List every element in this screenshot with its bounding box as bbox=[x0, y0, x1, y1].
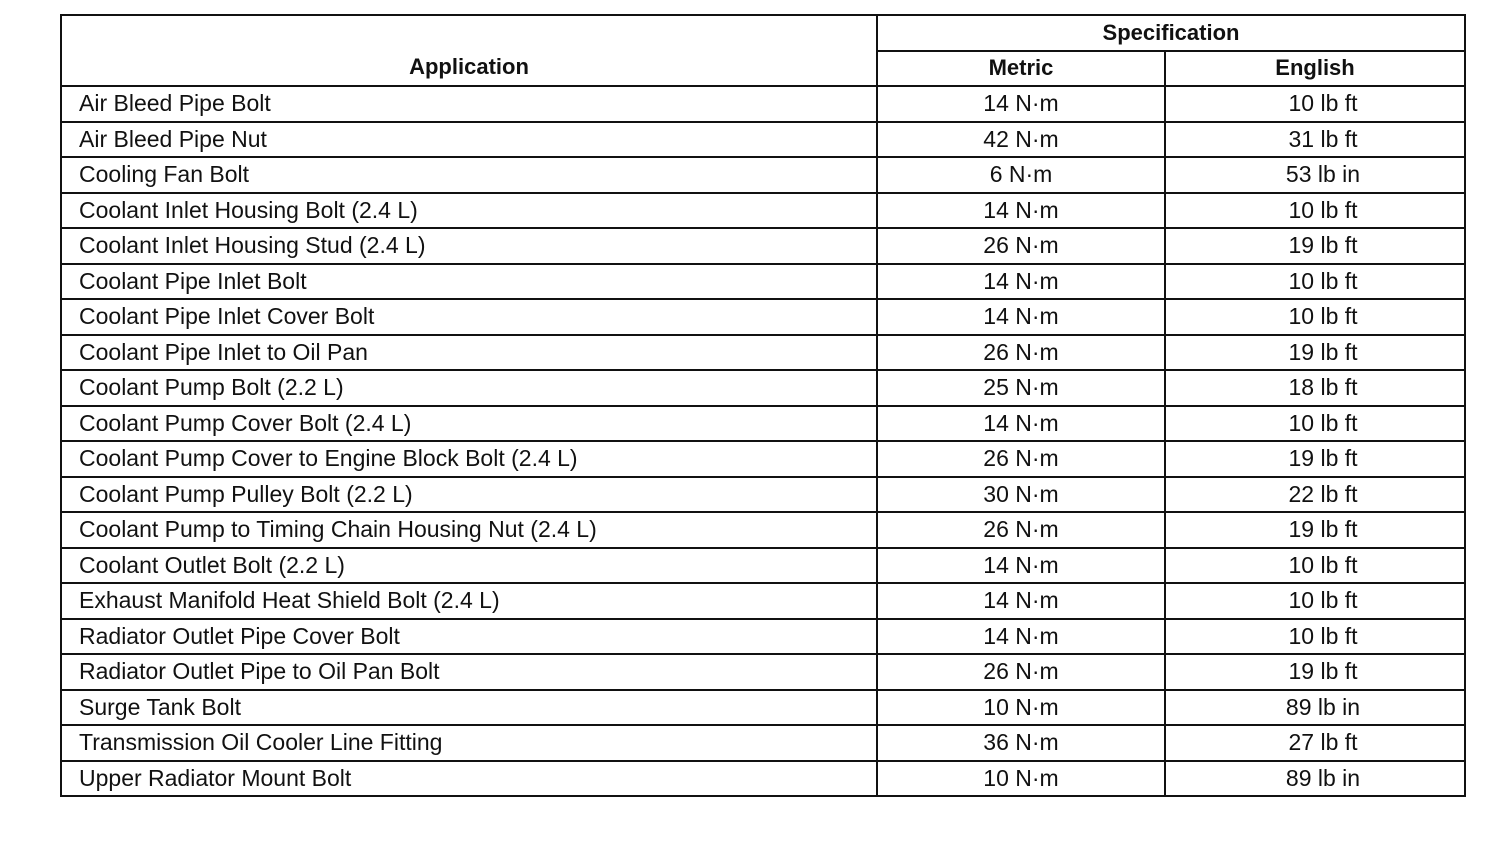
application-cell: Radiator Outlet Pipe Cover Bolt bbox=[61, 619, 877, 655]
english-cell: 19 lb ft bbox=[1165, 512, 1465, 548]
application-cell: Upper Radiator Mount Bolt bbox=[61, 761, 877, 797]
metric-cell: 36 N·m bbox=[877, 725, 1165, 761]
torque-specification-table bbox=[60, 14, 1466, 797]
english-header: English bbox=[1165, 51, 1465, 87]
application-cell: Coolant Pump Bolt (2.2 L) bbox=[61, 370, 877, 406]
metric-cell: 30 N·m bbox=[877, 477, 1165, 513]
application-cell: Exhaust Manifold Heat Shield Bolt (2.4 L) bbox=[61, 583, 877, 619]
table-row bbox=[61, 441, 1465, 477]
metric-cell: 14 N·m bbox=[877, 193, 1165, 229]
metric-cell: 14 N·m bbox=[877, 619, 1165, 655]
metric-cell: 14 N·m bbox=[877, 86, 1165, 122]
metric-cell: 26 N·m bbox=[877, 228, 1165, 264]
metric-cell: 14 N·m bbox=[877, 406, 1165, 442]
metric-cell: 14 N·m bbox=[877, 264, 1165, 300]
table-row bbox=[61, 477, 1465, 513]
application-cell: Coolant Pipe Inlet to Oil Pan bbox=[61, 335, 877, 371]
english-cell: 22 lb ft bbox=[1165, 477, 1465, 513]
english-cell: 19 lb ft bbox=[1165, 654, 1465, 690]
table-row bbox=[61, 299, 1465, 335]
application-cell: Coolant Pump Cover Bolt (2.4 L) bbox=[61, 406, 877, 442]
header-row-top bbox=[61, 15, 1465, 51]
table-row bbox=[61, 725, 1465, 761]
table-row bbox=[61, 228, 1465, 264]
table-row bbox=[61, 761, 1465, 797]
table-row bbox=[61, 193, 1465, 229]
table-row bbox=[61, 512, 1465, 548]
english-cell: 31 lb ft bbox=[1165, 122, 1465, 158]
table-row bbox=[61, 335, 1465, 371]
metric-cell: 14 N·m bbox=[877, 548, 1165, 584]
application-cell: Coolant Pump to Timing Chain Housing Nut (2.4 L) bbox=[61, 512, 877, 548]
application-cell: Coolant Pump Pulley Bolt (2.2 L) bbox=[61, 477, 877, 513]
english-cell: 10 lb ft bbox=[1165, 619, 1465, 655]
english-cell: 10 lb ft bbox=[1165, 406, 1465, 442]
table-row bbox=[61, 583, 1465, 619]
table-row bbox=[61, 548, 1465, 584]
metric-cell: 26 N·m bbox=[877, 441, 1165, 477]
table-row bbox=[61, 157, 1465, 193]
english-cell: 19 lb ft bbox=[1165, 228, 1465, 264]
english-cell: 19 lb ft bbox=[1165, 335, 1465, 371]
metric-cell: 14 N·m bbox=[877, 583, 1165, 619]
english-cell: 10 lb ft bbox=[1165, 264, 1465, 300]
table-row bbox=[61, 264, 1465, 300]
english-cell: 10 lb ft bbox=[1165, 299, 1465, 335]
metric-cell: 26 N·m bbox=[877, 512, 1165, 548]
english-cell: 10 lb ft bbox=[1165, 86, 1465, 122]
english-cell: 10 lb ft bbox=[1165, 193, 1465, 229]
application-cell: Air Bleed Pipe Bolt bbox=[61, 86, 877, 122]
table-row bbox=[61, 122, 1465, 158]
application-cell: Coolant Inlet Housing Stud (2.4 L) bbox=[61, 228, 877, 264]
metric-cell: 25 N·m bbox=[877, 370, 1165, 406]
application-cell: Air Bleed Pipe Nut bbox=[61, 122, 877, 158]
metric-cell: 10 N·m bbox=[877, 761, 1165, 797]
application-cell: Coolant Pipe Inlet Bolt bbox=[61, 264, 877, 300]
english-cell: 53 lb in bbox=[1165, 157, 1465, 193]
metric-cell: 14 N·m bbox=[877, 299, 1165, 335]
table-row bbox=[61, 654, 1465, 690]
metric-cell: 26 N·m bbox=[877, 654, 1165, 690]
table-row bbox=[61, 370, 1465, 406]
application-cell: Radiator Outlet Pipe to Oil Pan Bolt bbox=[61, 654, 877, 690]
application-cell: Coolant Pump Cover to Engine Block Bolt (2.4 L) bbox=[61, 441, 877, 477]
table-row bbox=[61, 86, 1465, 122]
metric-cell: 26 N·m bbox=[877, 335, 1165, 371]
english-cell: 10 lb ft bbox=[1165, 548, 1465, 584]
application-cell: Transmission Oil Cooler Line Fitting bbox=[61, 725, 877, 761]
application-cell: Coolant Pipe Inlet Cover Bolt bbox=[61, 299, 877, 335]
application-header: Application bbox=[61, 15, 877, 86]
english-cell: 10 lb ft bbox=[1165, 583, 1465, 619]
metric-cell: 42 N·m bbox=[877, 122, 1165, 158]
application-cell: Surge Tank Bolt bbox=[61, 690, 877, 726]
application-cell: Coolant Outlet Bolt (2.2 L) bbox=[61, 548, 877, 584]
specification-header: Specification bbox=[877, 15, 1465, 51]
metric-header: Metric bbox=[877, 51, 1165, 87]
table-row bbox=[61, 690, 1465, 726]
application-cell: Coolant Inlet Housing Bolt (2.4 L) bbox=[61, 193, 877, 229]
english-cell: 19 lb ft bbox=[1165, 441, 1465, 477]
english-cell: 27 lb ft bbox=[1165, 725, 1465, 761]
application-cell: Cooling Fan Bolt bbox=[61, 157, 877, 193]
table-row bbox=[61, 619, 1465, 655]
table-body bbox=[61, 86, 1465, 796]
metric-cell: 6 N·m bbox=[877, 157, 1165, 193]
table-header bbox=[61, 15, 1465, 86]
english-cell: 89 lb in bbox=[1165, 690, 1465, 726]
table-row bbox=[61, 406, 1465, 442]
english-cell: 89 lb in bbox=[1165, 761, 1465, 797]
metric-cell: 10 N·m bbox=[877, 690, 1165, 726]
english-cell: 18 lb ft bbox=[1165, 370, 1465, 406]
